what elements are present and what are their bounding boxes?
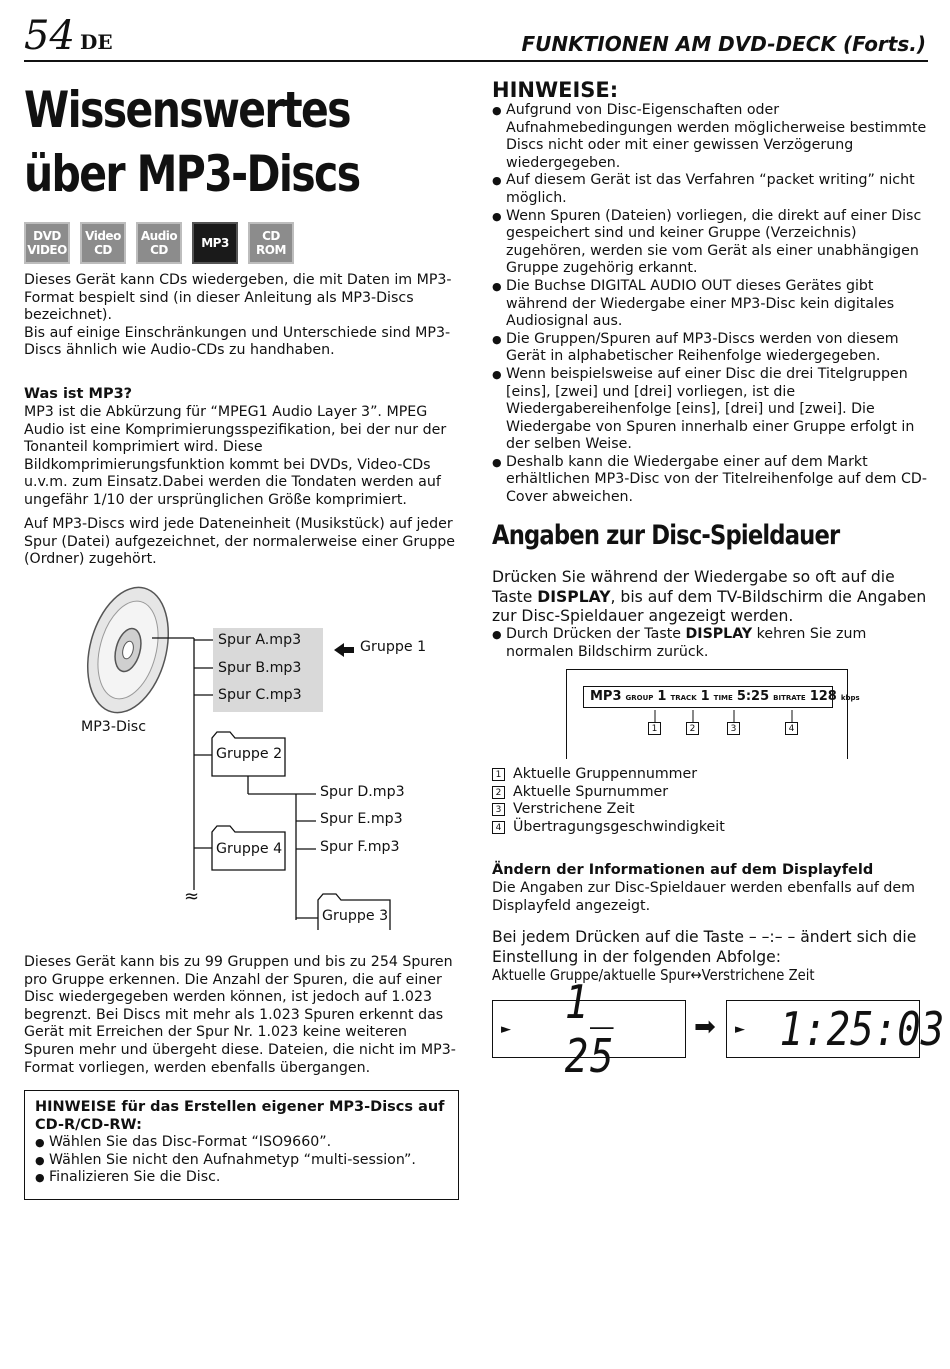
diagram-approx-sign: ≈	[184, 886, 200, 907]
diagram-gruppe-4: Gruppe 4	[216, 841, 283, 857]
playtime-bullet-text: kehren Sie zum normalen Bildschirm zurück.	[506, 626, 867, 660]
press-text: Bei jedem Drücken auf die Taste – –:– – ändert sich die Einstellung in der folgenden Abfolge:	[492, 928, 917, 966]
hinweise-item: ● Wenn Spuren (Dateien) vorliegen, die direkt auf einer Disc gespeichert sind und keiner Gruppe (Verzeichnis) zugehören, werden sie vom Gerät als einer unabhängigen Gruppe zugehörig erkannt.	[492, 208, 928, 278]
display-key-label: DISPLAY	[537, 587, 611, 606]
page-language: DE	[80, 30, 113, 54]
legend-row	[492, 784, 928, 802]
osd-group-label: GROUP	[625, 694, 654, 702]
sequence-arrow-icon: ↔	[690, 966, 702, 984]
osd-track-value: 1	[700, 689, 710, 704]
playtime-bullet-text: Durch Drücken der Taste	[506, 626, 686, 642]
legend-row	[492, 766, 928, 784]
osd-legend	[492, 766, 928, 836]
disc-icon	[75, 580, 182, 722]
diagram-spur-e: Spur E.mp3	[320, 811, 403, 827]
badge-dvd-video	[24, 222, 70, 264]
section-title: FUNKTIONEN AM DVD-DECK (Forts.)	[521, 32, 926, 56]
badge-text: CD	[94, 243, 112, 257]
playtime-intro	[492, 568, 928, 627]
mp3-structure-diagram	[60, 580, 470, 930]
hinweise-item: ● Auf diesem Gerät ist das Verfahren “packet writing” nicht möglich.	[492, 172, 928, 207]
osd-time-value: 5:25	[736, 689, 770, 704]
limits-text: Dieses Gerät kann bis zu 99 Gruppen und bis zu 254 Spuren pro Gruppe erkennen. Die Anzahl der Spuren, die auf einer Disc wiedergegeben werden können, ist jedoch auf 1.023 begrenzt. Bei Discs mit mehr als 1.023 Spuren erkennt das Gerät mit Erreichen der Spur Nr. 1.023 keine weiteren Spuren mehr und übergeht diese. Dateien, die nicht im MP3-Format vorliegen, werden ebenfalls übergangen.	[24, 954, 456, 1076]
badge-cd-rom	[248, 222, 294, 264]
disc-type-badges	[24, 222, 294, 264]
osd-marker-4: 4	[785, 722, 798, 735]
legend-number: 3	[492, 803, 505, 816]
badge-mp3	[192, 222, 238, 264]
lcd-display-2-value: 1:25:03	[779, 1002, 945, 1056]
osd-marker-2: 2	[686, 722, 699, 735]
sequence-right: Verstrichene Zeit	[701, 966, 815, 984]
osd-track-label: TRACK	[670, 694, 697, 702]
what-is-mp3-heading: Was ist MP3?	[24, 386, 133, 402]
legend-row	[492, 819, 928, 837]
what-is-mp3-paragraph-2: Auf MP3-Discs wird jede Dateneinheit (Musikstück) auf jeder Spur (Datei) aufgezeichnet, der normalerweise einer Gruppe (Ordner) zugehört.	[24, 516, 455, 568]
tv-screen-osd	[566, 669, 860, 759]
osd-mp3: MP3	[590, 689, 622, 704]
diagram-spur-a: Spur A.mp3	[218, 632, 302, 648]
mp3-creation-tips-box	[24, 1090, 459, 1200]
badge-text: CD	[262, 229, 280, 243]
lcd-display-1-value: 1_ 25	[564, 975, 616, 1083]
osd-marker-1: 1	[648, 722, 661, 735]
diagram-gruppe-2: Gruppe 2	[216, 746, 283, 762]
hinweise-item: ● Wenn beispielsweise auf einer Disc die drei Titelgruppen [eins], [zwei] und [drei] vorliegen, ist die Wiedergabereihenfolge [eins], [drei] und [zwei]. Die Wiedergabe von Spuren innerhalb einer Gruppe erfolgt in der selben Weise.	[492, 366, 928, 454]
osd-bitrate-label: BITRATE	[773, 694, 806, 702]
badge-video-cd	[80, 222, 126, 264]
display-key-label: DISPLAY	[685, 626, 753, 642]
diagram-gruppe-3: Gruppe 3	[322, 908, 389, 924]
hinweise-item: ● Deshalb kann die Wiedergabe einer auf dem Markt erhältlichen MP3-Disc von der Titelreihenfolge auf dem CD-Cover abweichen.	[492, 454, 928, 507]
legend-text: Übertragungsgeschwindigkeit	[513, 818, 725, 835]
change-info-heading: Ändern der Informationen auf dem Displayfeld	[492, 862, 874, 878]
hinweise-item: ● Aufgrund von Disc-Eigenschaften oder Aufnahmebedingungen werden möglicherweise bestimmte Discs nicht oder mit einer gewissen Verzögerung wiedergegeben.	[492, 102, 928, 172]
playtime-bullet	[492, 626, 928, 661]
legend-text: Aktuelle Spurnummer	[513, 783, 669, 800]
legend-text: Aktuelle Gruppennummer	[513, 766, 698, 782]
osd-group-value: 1	[657, 689, 667, 704]
diagram-gruppe-1: Gruppe 1	[360, 639, 427, 655]
lcd-display-1	[492, 975, 686, 1083]
tips-item: ● Finalizieren Sie die Disc.	[35, 1169, 448, 1187]
sequence-left: Aktuelle Gruppe/aktuelle Spur	[492, 966, 691, 984]
badge-text: CD	[150, 243, 168, 257]
osd-bitrate-unit: kbps	[840, 694, 860, 702]
badge-audio-cd	[136, 222, 182, 264]
page-title	[24, 78, 385, 206]
legend-number: 4	[492, 821, 505, 834]
badge-text: MP3	[201, 236, 229, 250]
page-title-line1: Wissenswertes	[24, 81, 350, 139]
play-icon: ►	[735, 1021, 745, 1037]
play-icon: ►	[501, 1021, 511, 1037]
tips-heading: HINWEISE für das Erstellen eigener MP3-Discs auf CD-R/CD-RW:	[35, 1099, 445, 1133]
osd-time-label: TIME	[713, 694, 733, 702]
hinweise-list	[492, 102, 928, 507]
arrow-right-icon: ➡	[694, 1012, 716, 1042]
playtime-intro-text: , bis auf dem TV-Bildschirm die Angaben zur Disc-Spieldauer angezeigt werden.	[492, 587, 927, 625]
diagram-spur-c: Spur C.mp3	[218, 687, 302, 703]
diagram-disc-label: MP3-Disc	[81, 719, 147, 735]
tips-item: ● Wählen Sie das Disc-Format “ISO9660”.	[35, 1134, 448, 1152]
badge-text: ROM	[256, 243, 286, 257]
hinweise-heading: HINWEISE:	[492, 78, 619, 102]
legend-number: 2	[492, 786, 505, 799]
badge-text: Audio	[140, 229, 178, 243]
hinweise-item: ● Die Gruppen/Spuren auf MP3-Discs werden von diesem Gerät in alphabetischer Reihenfolge wiedergegeben.	[492, 331, 928, 366]
legend-number: 1	[492, 768, 505, 781]
intro-text	[24, 272, 460, 360]
tips-item: ● Wählen Sie nicht den Aufnahmetyp “multi-session”.	[35, 1152, 448, 1170]
hinweise-item: ● Die Buchse DIGITAL AUDIO OUT dieses Gerätes gibt während der Wiedergabe einer MP3-Disc kein digitales Audiosignal aus.	[492, 278, 928, 331]
intro-paragraph-2: Bis auf einige Einschränkungen und Unterschiede sind MP3-Discs ähnlich wie Audio-CDs zu handhaben.	[24, 324, 451, 359]
header-rule	[24, 60, 928, 62]
badge-text: VIDEO	[27, 243, 67, 257]
diagram-spur-f: Spur F.mp3	[320, 839, 400, 855]
diagram-spur-b: Spur B.mp3	[218, 660, 302, 676]
what-is-mp3-paragraph-1: MP3 ist die Abkürzung für “MPEG1 Audio Layer 3”. MPEG Audio ist eine Komprimierungsspezifikation, bei der nur der Tonanteil komprimiert wird. Diese Bildkomprimierungsfunktion kommt bei DVDs, Video-CDs u.v.m. zum Einsatz.Dabei werden die Tondaten werden auf ungefähr 1/10 der ursprünglichen Größe komprimiert.	[24, 404, 447, 508]
osd-marker-3: 3	[727, 722, 740, 735]
lcd-display-2	[726, 1000, 945, 1058]
osd-marker-lines	[567, 670, 849, 760]
badge-text: DVD	[33, 229, 61, 243]
legend-row	[492, 801, 928, 819]
diagram-spur-d: Spur D.mp3	[320, 784, 405, 800]
page-number: 54	[24, 13, 75, 59]
change-info-body: Die Angaben zur Disc-Spieldauer werden ebenfalls auf dem Displayfeld angezeigt.	[492, 880, 915, 914]
page-title-line2: über MP3-Discs	[24, 145, 360, 203]
playtime-intro-text: Drücken Sie während der Wiedergabe so oft auf die Taste	[492, 568, 895, 606]
osd-bitrate-value: 128	[809, 689, 837, 704]
playtime-heading: Angaben zur Disc-Spieldauer	[492, 520, 840, 551]
badge-text: Video	[85, 229, 121, 243]
legend-text: Verstrichene Zeit	[513, 801, 635, 818]
intro-paragraph-1: Dieses Gerät kann CDs wiedergeben, die mit Daten im MP3-Format bespielt sind (in dieser Anleitung als MP3-Discs bezeichnet).	[24, 272, 452, 324]
